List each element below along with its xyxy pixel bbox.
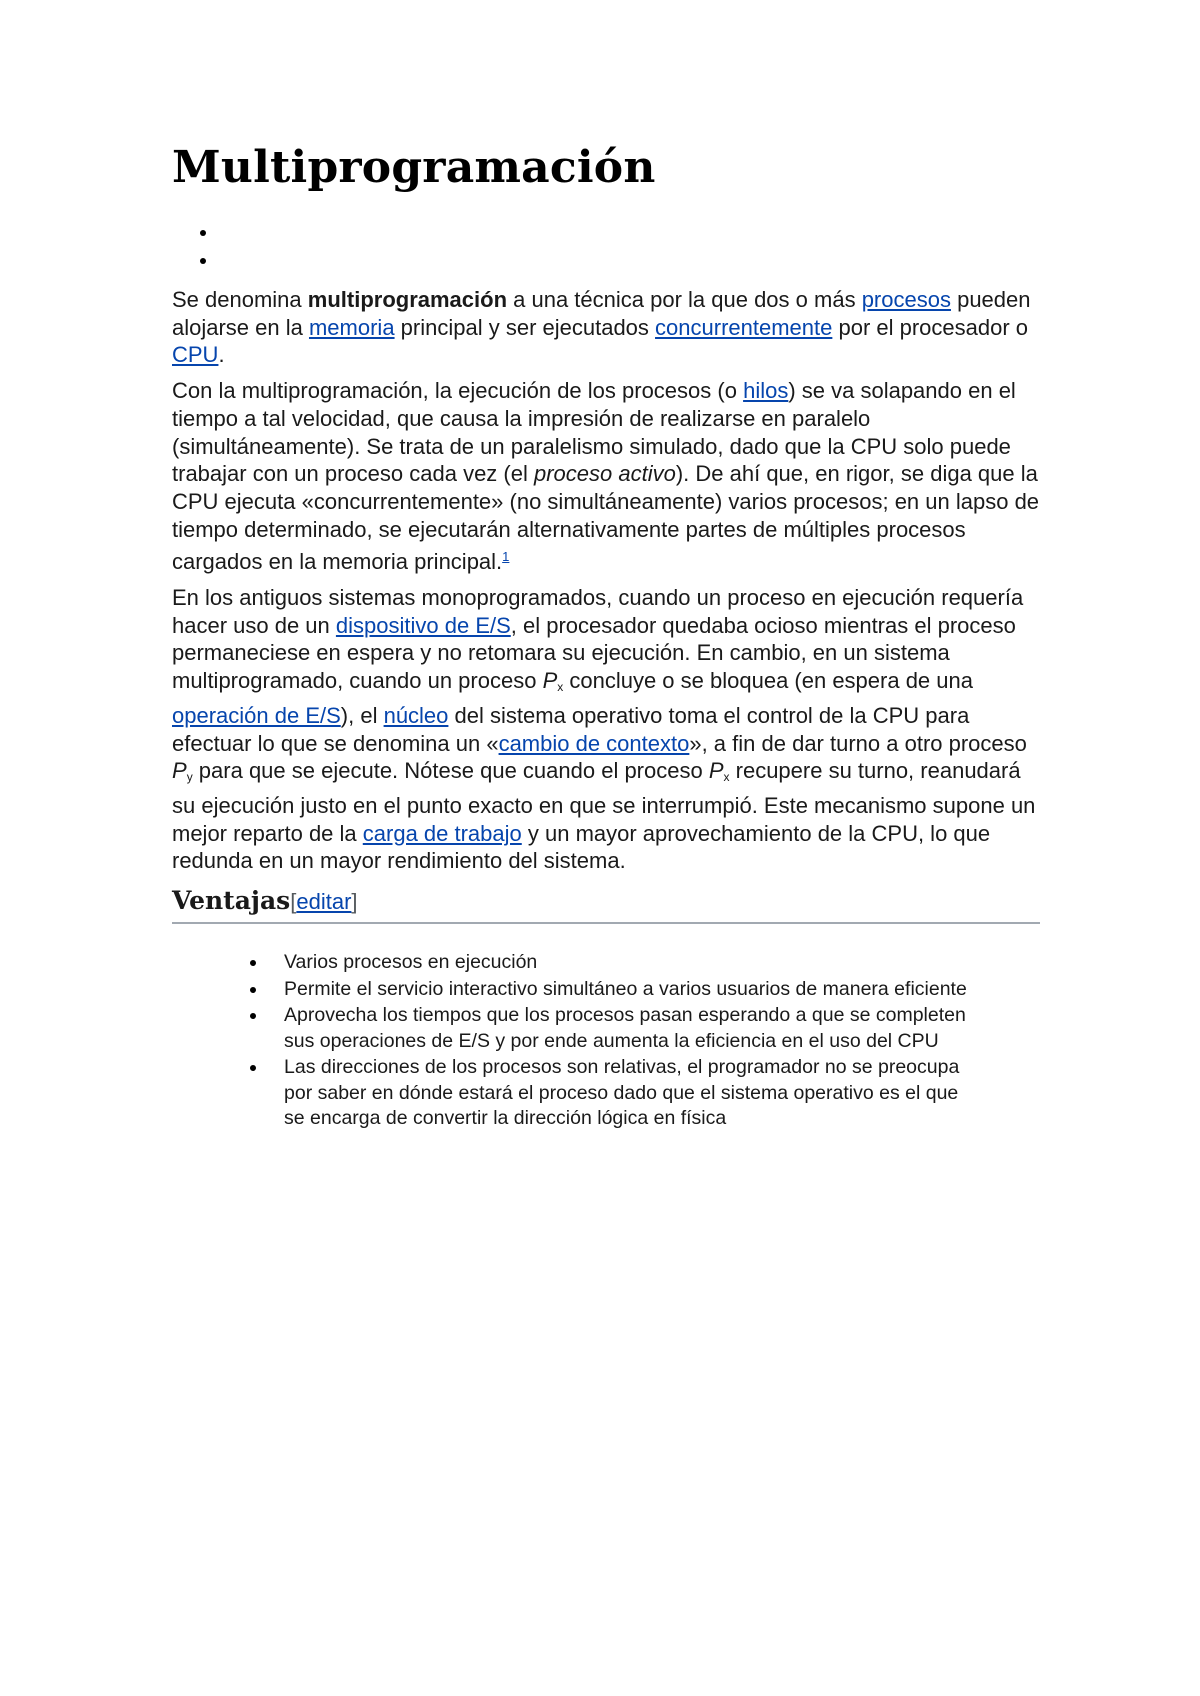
section-heading-ventajas (172, 885, 1040, 924)
italic-term: proceso activo (533, 461, 676, 487)
bullet-icon (250, 1065, 256, 1071)
list-item-text: Las direcciones de los procesos son relativas, el programador no se preocupa por saber en dónde estará el proceso dado que el sistema operativo es el que se encarga de convertir la dirección lógica en física (284, 1056, 960, 1130)
link-operacion-es[interactable]: operación de E/S (172, 702, 341, 728)
text: recupere su turno, reanudará su ejecución justo en el punto exacto en que se interrumpió. Este mecanismo supone un mejor reparto de la (172, 758, 1036, 846)
list-item (284, 1003, 984, 1054)
text: ). De ahí que, en rigor, se diga que la CPU ejecuta «concurrentemente» (no simultáneamente) varios procesos; en un lapso de tiempo determinado, se ejecutarán alternativamente partes de múltiples procesos cargados en la memoria principal. (172, 461, 1040, 575)
list-item (284, 950, 984, 976)
link-carga-trabajo[interactable]: carga de trabajo (362, 820, 522, 846)
link-dispositivo-es[interactable]: dispositivo de E/S (335, 612, 511, 638)
text: a una técnica por la que dos o más (507, 287, 862, 312)
link-procesos[interactable]: procesos (861, 287, 951, 312)
link-cambio-contexto[interactable]: cambio de contexto (498, 730, 690, 756)
text: ), el (340, 702, 384, 728)
process-subscript: x (557, 680, 564, 695)
list-item (284, 977, 984, 1003)
list-item-text: Permite el servicio interactivo simultáneo a varios usuarios de manera eficiente (284, 977, 967, 1000)
text: , el procesador quedaba ocioso mientras el proceso permaneciese en espera y no retomara su ejecución. En cambio, en un sistema multiprogramado, cuando un proceso (172, 612, 1016, 694)
list-item-text: Aprovecha los tiempos que los procesos pasan esperando a que se completen sus operaciones de E/S y por ende aumenta la eficiencia en el uso del CPU (284, 1004, 966, 1052)
reference-link[interactable]: 1 (502, 549, 510, 565)
text: concluye o se bloquea (en espera de una (563, 668, 973, 694)
link-cpu[interactable]: CPU (172, 342, 219, 368)
process-subscript: x (723, 770, 730, 785)
article (172, 138, 1040, 1133)
bullet-icon (250, 987, 256, 993)
text: por el procesador o (832, 314, 1029, 340)
bullet-icon (250, 1013, 256, 1019)
process-symbol: P (542, 668, 558, 694)
text: Con la multiprogramación, la ejecución de los procesos (o (172, 378, 744, 404)
empty-bullet-list (172, 220, 1040, 276)
edit-section (290, 889, 357, 914)
bracket-close: ] (351, 889, 358, 915)
concurrency-paragraph (172, 377, 1040, 576)
page-title: Multiprogramación (172, 142, 656, 193)
bold-term: multiprogramación (307, 287, 508, 312)
text: », a fin de dar turno a otro proceso (689, 730, 1027, 756)
link-concurrentemente[interactable]: concurrentemente (655, 314, 833, 340)
text: y un mayor aprovechamiento de la CPU, lo que redunda en un mayor rendimiento del sistema. (172, 820, 991, 874)
ventajas-list (172, 950, 984, 1132)
intro-paragraph (172, 286, 1040, 369)
process-symbol: P (708, 758, 724, 784)
text: Se denomina (172, 287, 308, 312)
list-item (284, 1055, 984, 1132)
link-hilos[interactable]: hilos (743, 378, 789, 404)
text: En los antiguos sistemas monoprogramados, cuando un proceso en ejecución requería hacer uso de un (172, 585, 1024, 638)
monoprogramming-paragraph (172, 584, 1040, 875)
bracket-open: [ (290, 889, 297, 915)
edit-link[interactable]: editar (296, 889, 352, 915)
link-memoria[interactable]: memoria (308, 314, 395, 340)
text: principal y ser ejecutados (394, 314, 656, 340)
empty-bullet-item (172, 220, 1040, 248)
text: del sistema operativo toma el control de la CPU para efectuar lo que se denomina un « (172, 702, 970, 756)
empty-bullet-item (172, 248, 1040, 276)
process-symbol: P (172, 758, 187, 784)
text: para que se ejecute. Nótese que cuando el proceso (192, 758, 709, 784)
bullet-icon (250, 960, 256, 966)
section-title: Ventajas (172, 886, 291, 916)
text: ) se va solapando en el tiempo a tal velocidad, que causa la impresión de realizarse en paralelo (simultáneamente). Se trata de un paralelismo simulado, dado que la CPU solo puede trabajar con un proceso cada vez (el (172, 378, 1016, 487)
text: pueden alojarse en la (172, 287, 1031, 340)
process-subscript: y (186, 770, 193, 785)
link-nucleo[interactable]: núcleo (383, 702, 449, 728)
list-item-text: Varios procesos en ejecución (284, 951, 538, 974)
text: . (218, 342, 225, 368)
